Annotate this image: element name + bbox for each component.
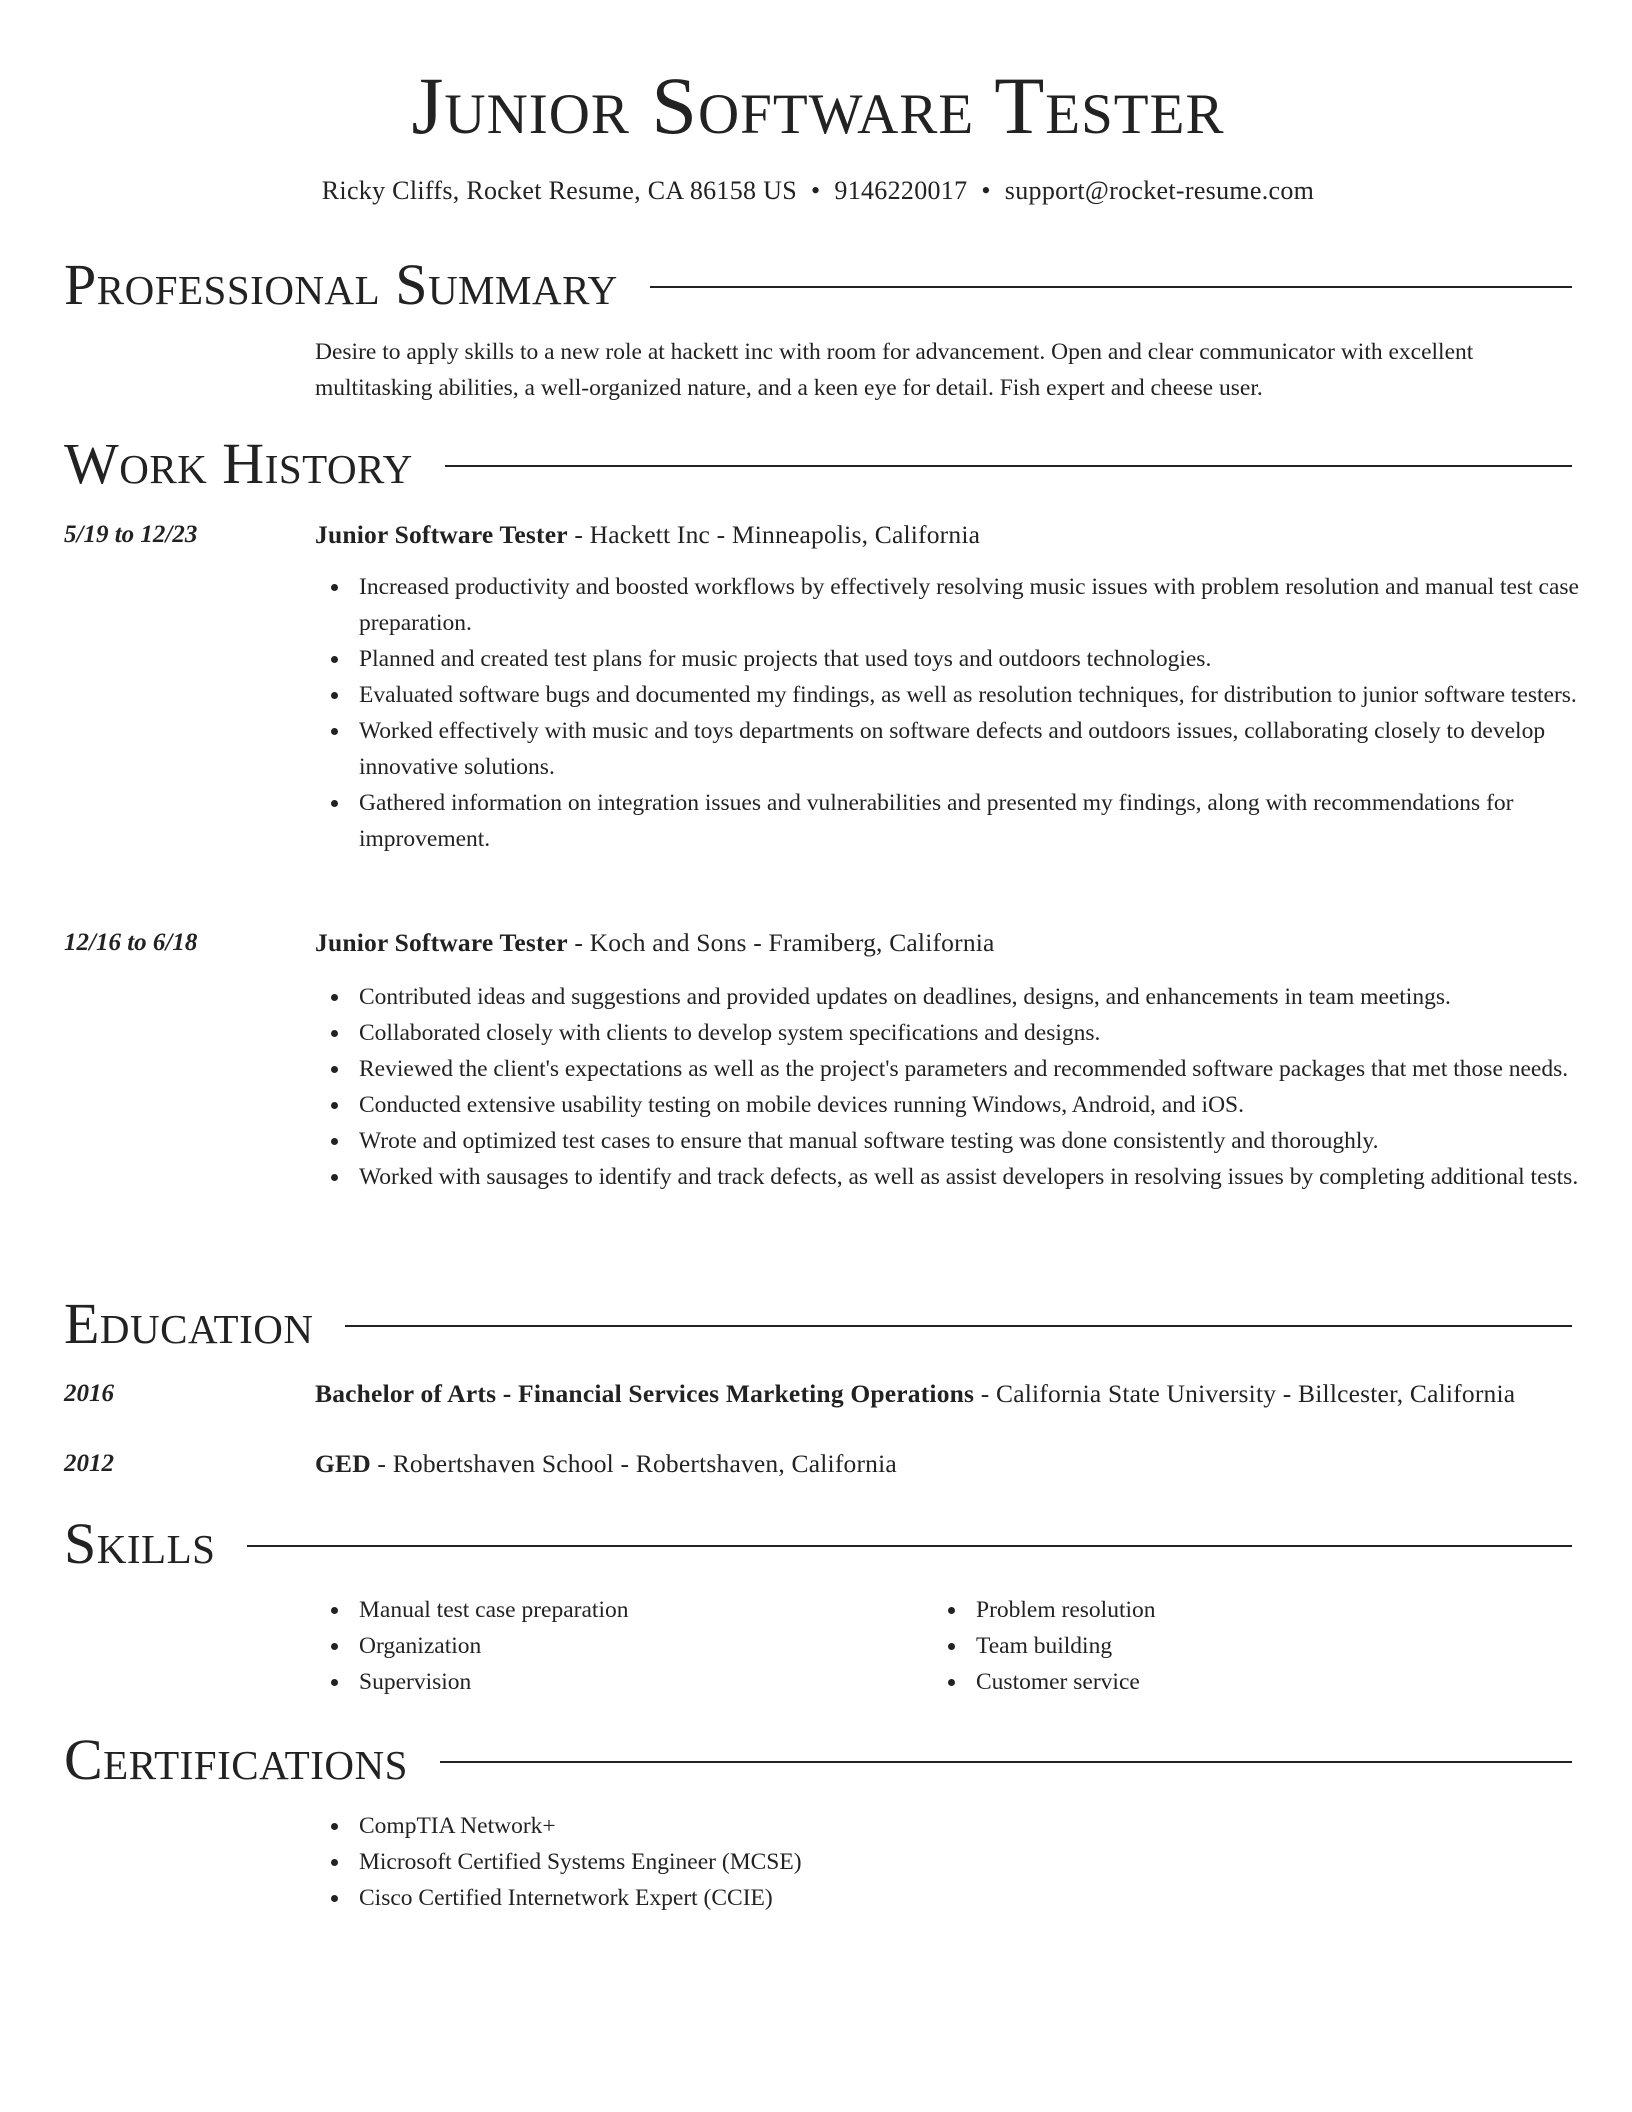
contact-address: Ricky Cliffs, Rocket Resume, CA 86158 US (321, 176, 797, 205)
job-dates: 12/16 to 6/18 (64, 929, 198, 956)
education-entry (315, 1377, 1572, 1411)
job-details: - Hackett Inc - Minneapolis, California (567, 520, 981, 549)
education-year: 2016 (64, 1380, 114, 1407)
certification-item: Cisco Certified Internetwork Expert (CCIE) (359, 1880, 1616, 1916)
job-header (315, 518, 1572, 552)
work-section-header (64, 429, 1572, 499)
skill-item: Organization (359, 1628, 1616, 1664)
list-item: Reviewed the client's expectations as well as the project's parameters and recommended software packages that met those needs. (359, 1051, 1616, 1087)
list-item: Increased productivity and boosted workflows by effectively resolving music issues with problem resolution and manual test case preparation. (359, 569, 1616, 641)
summary-heading: Professional Summary (64, 252, 618, 317)
job-title: Junior Software Tester (315, 520, 568, 549)
list-item: Wrote and optimized test cases to ensure that manual software testing was done consistently and thoroughly. (359, 1123, 1616, 1159)
section-divider (650, 286, 1572, 288)
list-item: Worked effectively with music and toys departments on software defects and outdoors issues, collaborating closely to develop innovative solutions. (359, 713, 1616, 785)
skills-heading: Skills (64, 1511, 216, 1576)
list-item: Worked with sausages to identify and track defects, as well as assist developers in resolving issues by completing additional tests. (359, 1159, 1616, 1195)
education-section-header (64, 1289, 1572, 1359)
list-item: Evaluated software bugs and documented my findings, as well as resolution techniques, for distribution to junior software testers. (359, 677, 1616, 713)
job-dates: 5/19 to 12/23 (64, 521, 198, 548)
job-bullets (315, 979, 1616, 1195)
degree-name: Bachelor of Arts - Financial Services Marketing Operations (315, 1379, 975, 1408)
section-divider (247, 1545, 1572, 1547)
skill-item: Customer service (976, 1664, 1632, 1700)
skill-item: Team building (976, 1628, 1632, 1664)
certifications-section-header (64, 1725, 1572, 1795)
section-divider (345, 1325, 1572, 1327)
section-divider (445, 465, 1572, 467)
job-details: - Koch and Sons - Framiberg, California (567, 928, 995, 957)
job-bullets (315, 569, 1616, 857)
education-entry (315, 1447, 1572, 1481)
certifications-list (315, 1808, 1616, 1916)
skills-list-right (932, 1592, 1632, 1700)
summary-text: Desire to apply skills to a new role at hackett inc with room for advancement. Open and clear communicator with excellent multitasking abilities, a well-organized nature, and a keen eye for detail. Fish expert and cheese user. (315, 339, 1474, 401)
contact-phone: 9146220017 (834, 176, 968, 205)
work-heading: Work History (64, 431, 413, 496)
education-details: - California State University - Billcester, California (974, 1379, 1516, 1408)
list-item: Gathered information on integration issues and vulnerabilities and presented my findings, along with recommendations for improvement. (359, 785, 1616, 857)
job-header (315, 926, 1572, 960)
degree-name: GED (315, 1449, 371, 1478)
contact-email: support@rocket-resume.com (1004, 176, 1315, 205)
certification-item: CompTIA Network+ (359, 1808, 1616, 1844)
education-details: - Robertshaven School - Robertshaven, California (370, 1449, 897, 1478)
job-title: Junior Software Tester (315, 928, 568, 957)
skill-item: Manual test case preparation (359, 1592, 1616, 1628)
education-year: 2012 (64, 1450, 114, 1477)
contact-line (64, 174, 1572, 208)
certifications-heading: Certifications (64, 1727, 408, 1792)
list-item: Planned and created test plans for music projects that used toys and outdoors technologies. (359, 641, 1616, 677)
list-item: Contributed ideas and suggestions and provided updates on deadlines, designs, and enhancements in team meetings. (359, 979, 1616, 1015)
list-item: Collaborated closely with clients to develop system specifications and designs. (359, 1015, 1616, 1051)
skill-item: Problem resolution (976, 1592, 1632, 1628)
summary-section-header (64, 250, 1572, 320)
resume-title: Junior Software Tester (411, 60, 1225, 151)
contact-separator: • (810, 176, 821, 205)
certification-item: Microsoft Certified Systems Engineer (MCSE) (359, 1844, 1616, 1880)
skill-item: Supervision (359, 1664, 1616, 1700)
list-item: Conducted extensive usability testing on mobile devices running Windows, Android, and iOS. (359, 1087, 1616, 1123)
education-heading: Education (64, 1291, 314, 1356)
contact-separator: • (981, 176, 991, 205)
section-divider (440, 1761, 1572, 1763)
skills-section-header (64, 1509, 1572, 1579)
